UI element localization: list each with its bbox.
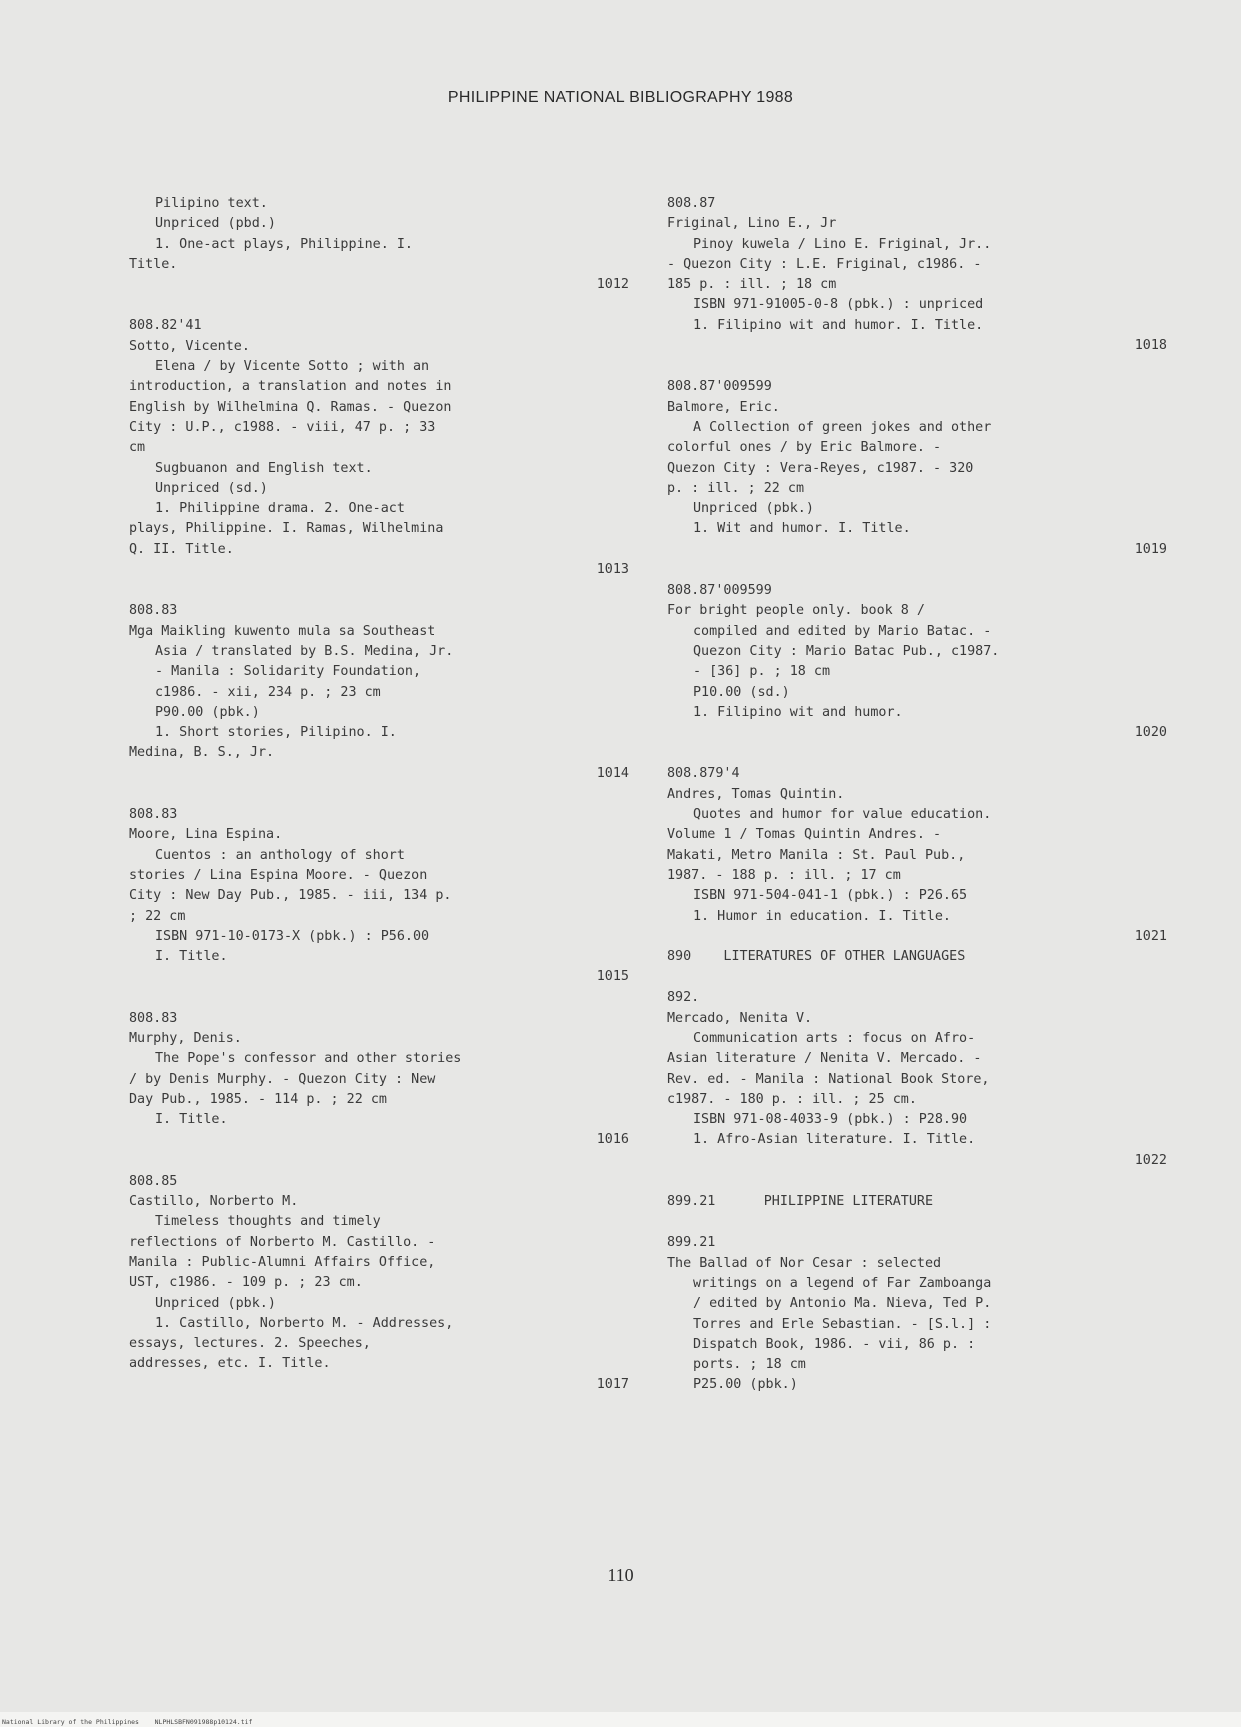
- entry-line: P25.00 (pbk.): [693, 1377, 798, 1393]
- entry-line: - Quezon City : L.E. Friginal, c1986. -: [667, 256, 982, 272]
- bibliography-entry: [129, 194, 629, 295]
- entry-line: reflections of Norberto M. Castillo. -: [129, 1234, 436, 1250]
- bibliography-entry: [667, 581, 1167, 743]
- entry-number: 1021: [1134, 928, 1167, 944]
- entry-line: 899.21: [667, 1235, 716, 1251]
- bibliography-entry: [667, 988, 1167, 1171]
- bibliography-entry: [129, 805, 629, 988]
- bibliography-entry: [667, 1233, 1167, 1395]
- entry-line: c1986. - xii, 234 p. ; 23 cm: [155, 684, 381, 700]
- bibliography-entry: [667, 377, 1167, 560]
- entry-line: - [36] p. ; 18 cm: [693, 664, 831, 680]
- entry-line: Pinoy kuwela / Lino E. Friginal, Jr..: [693, 236, 992, 252]
- entry-line: compiled and edited by Mario Batac. -: [693, 623, 992, 639]
- entry-number: 1014: [596, 765, 629, 781]
- entry-number: 1019: [1134, 541, 1167, 557]
- entry-line: Elena / by Vicente Sotto ; with an: [155, 359, 430, 375]
- entry-line: 808.83: [129, 807, 178, 823]
- entry-line: 1. Filipino wit and humor. I. Title.: [693, 317, 984, 333]
- entry-line: I. Title.: [155, 1112, 228, 1128]
- entry-line: The Pope's confessor and other stories: [155, 1051, 462, 1067]
- entry-line: For bright people only. book 8 /: [667, 603, 925, 619]
- left-column: [129, 194, 629, 1416]
- bibliography-entry: [129, 1172, 629, 1395]
- entry-line: - Manila : Solidarity Foundation,: [155, 664, 422, 680]
- entry-number: 1022: [1134, 1152, 1167, 1168]
- entry-number: 1013: [596, 562, 629, 578]
- entry-line: A Collection of green jokes and other: [693, 419, 992, 435]
- entry-line: Sotto, Vicente.: [129, 338, 250, 354]
- entry-line: Quezon City : Vera-Reyes, c1987. - 320: [667, 460, 974, 476]
- entry-line: The Ballad of Nor Cesar : selected: [667, 1255, 942, 1271]
- entry-line: ISBN 971-91005-0-8 (pbk.) : unpriced: [693, 297, 984, 313]
- entry-line: Castillo, Norberto M.: [129, 1194, 299, 1210]
- entry-line: Timeless thoughts and timely: [155, 1214, 381, 1230]
- entry-line: 1. Philippine drama. 2. One-act: [155, 501, 405, 517]
- bibliography-entry: [667, 194, 1167, 356]
- entry-line: c1987. - 180 p. : ill. ; 25 cm.: [667, 1091, 917, 1107]
- entry-line: Sugbuanon and English text.: [155, 460, 373, 476]
- entry-line: ports. ; 18 cm: [693, 1357, 806, 1373]
- entry-line: 1. One-act plays, Philippine. I.: [155, 236, 413, 252]
- entry-line: 808.82'41: [129, 318, 202, 334]
- entry-line: plays, Philippine. I. Ramas, Wilhelmina: [129, 521, 444, 537]
- entry-line: Mercado, Nenita V.: [667, 1010, 813, 1026]
- entry-line: Rev. ed. - Manila : National Book Store,: [667, 1071, 990, 1087]
- entry-line: Unpriced (pbd.): [155, 216, 276, 232]
- entry-number: 1016: [596, 1132, 629, 1148]
- entry-line: Medina, B. S., Jr.: [129, 745, 275, 761]
- entry-line: ISBN 971-08-4033-9 (pbk.) : P28.90: [693, 1112, 968, 1128]
- entry-number: 1017: [596, 1376, 629, 1392]
- entry-line: 890 LITERATURES OF OTHER LANGUAGES: [667, 949, 966, 965]
- entry-line: addresses, etc. I. Title.: [129, 1356, 331, 1372]
- entry-line: 808.87'009599: [667, 379, 772, 395]
- entry-line: 808.87'009599: [667, 583, 772, 599]
- entry-line: City : New Day Pub., 1985. - iii, 134 p.: [129, 888, 452, 904]
- entry-line: 1. Afro-Asian literature. I. Title.: [693, 1132, 976, 1148]
- entry-line: Torres and Erle Sebastian. - [S.l.] :: [693, 1316, 992, 1332]
- entry-line: colorful ones / by Eric Balmore. -: [667, 440, 942, 456]
- entry-line: Cuentos : an anthology of short: [155, 847, 405, 863]
- entry-line: City : U.P., c1988. - viii, 47 p. ; 33: [129, 419, 436, 435]
- entry-line: 808.879'4: [667, 766, 740, 782]
- entry-line: Communication arts : focus on Afro-: [693, 1030, 976, 1046]
- entry-line: / edited by Antonio Ma. Nieva, Ted P.: [693, 1296, 992, 1312]
- entry-line: I. Title.: [155, 949, 228, 965]
- entry-line: UST, c1986. - 109 p. ; 23 cm.: [129, 1275, 363, 1291]
- entry-line: / by Denis Murphy. - Quezon City : New: [129, 1071, 436, 1087]
- bibliography-entry: [667, 1192, 1167, 1212]
- entry-line: writings on a legend of Far Zamboanga: [693, 1275, 992, 1291]
- entry-line: 1987. - 188 p. : ill. ; 17 cm: [667, 867, 901, 883]
- entry-line: Unpriced (pbk.): [693, 501, 814, 517]
- entry-line: Q. II. Title.: [129, 541, 234, 557]
- entry-line: English by Wilhelmina Q. Ramas. - Quezon: [129, 399, 452, 415]
- entry-number: 1018: [1134, 338, 1167, 354]
- entry-line: 808.87: [667, 196, 716, 211]
- entry-line: Balmore, Eric.: [667, 399, 780, 415]
- bibliography-entry: [667, 764, 1167, 967]
- entry-line: stories / Lina Espina Moore. - Quezon: [129, 867, 428, 883]
- entry-line: Makati, Metro Manila : St. Paul Pub.,: [667, 847, 966, 863]
- entry-line: Asian literature / Nenita V. Mercado. -: [667, 1051, 982, 1067]
- entry-line: 899.21 PHILIPPINE LITERATURE: [667, 1194, 934, 1210]
- entry-line: Quezon City : Mario Batac Pub., c1987.: [693, 643, 1000, 659]
- entry-line: p. : ill. ; 22 cm: [667, 480, 805, 496]
- entry-line: ; 22 cm: [129, 908, 186, 924]
- entry-line: 185 p. : ill. ; 18 cm: [667, 277, 837, 293]
- bibliography-entry: [129, 316, 629, 580]
- entry-line: ISBN 971-504-041-1 (pbk.) : P26.65: [693, 888, 968, 904]
- entry-line: 808.83: [129, 603, 178, 619]
- page-number: 110: [607, 1565, 634, 1585]
- entry-line: Friginal, Lino E., Jr: [667, 216, 837, 232]
- entry-line: 1. Filipino wit and humor.: [693, 704, 903, 720]
- entry-line: Day Pub., 1985. - 114 p. ; 22 cm: [129, 1091, 387, 1107]
- entry-line: Manila : Public-Alumni Affairs Office,: [129, 1254, 436, 1270]
- entry-line: Moore, Lina Espina.: [129, 827, 283, 843]
- entry-line: Andres, Tomas Quintin.: [667, 786, 845, 802]
- right-column: [667, 194, 1167, 1417]
- entry-line: Unpriced (sd.): [155, 480, 268, 496]
- entry-line: Murphy, Denis.: [129, 1030, 242, 1046]
- entry-number: 1015: [596, 969, 629, 985]
- entry-line: 1. Short stories, Pilipino. I.: [155, 725, 397, 741]
- entry-line: 1. Humor in education. I. Title.: [693, 908, 951, 924]
- entry-line: Dispatch Book, 1986. - vii, 86 p. :: [693, 1336, 976, 1352]
- entry-line: 892.: [667, 990, 700, 1006]
- entry-line: cm: [129, 440, 146, 456]
- page-title: PHILIPPINE NATIONAL BIBLIOGRAPHY 1988: [447, 89, 794, 106]
- entry-line: 808.83: [129, 1010, 178, 1026]
- entry-line: ISBN 971-10-0173-X (pbk.) : P56.00: [155, 928, 430, 944]
- entry-line: essays, lectures. 2. Speeches,: [129, 1336, 371, 1352]
- entry-line: 808.85: [129, 1173, 178, 1189]
- entry-line: introduction, a translation and notes in: [129, 379, 452, 395]
- entry-line: Asia / translated by B.S. Medina, Jr.: [155, 643, 454, 659]
- entry-number: 1020: [1134, 725, 1167, 741]
- scan-footer: National Library of the Philippines NLPHLSBFN091988p10124.tif: [2, 1718, 253, 1726]
- entry-line: Pilipino text.: [155, 196, 268, 211]
- bibliography-entry: [129, 1009, 629, 1151]
- entry-line: Mga Maikling kuwento mula sa Southeast: [129, 623, 436, 639]
- entry-line: Title.: [129, 256, 178, 272]
- entry-line: 1. Wit and humor. I. Title.: [693, 521, 911, 537]
- entry-line: Volume 1 / Tomas Quintin Andres. -: [667, 827, 942, 843]
- entry-line: P90.00 (pbk.): [155, 704, 260, 720]
- bibliography-entry: [129, 601, 629, 784]
- entry-line: Quotes and humor for value education.: [693, 807, 992, 823]
- entry-line: Unpriced (pbk.): [155, 1295, 276, 1311]
- entry-number: 1012: [596, 277, 629, 293]
- entry-line: 1. Castillo, Norberto M. - Addresses,: [155, 1315, 454, 1331]
- entry-line: P10.00 (sd.): [693, 684, 790, 700]
